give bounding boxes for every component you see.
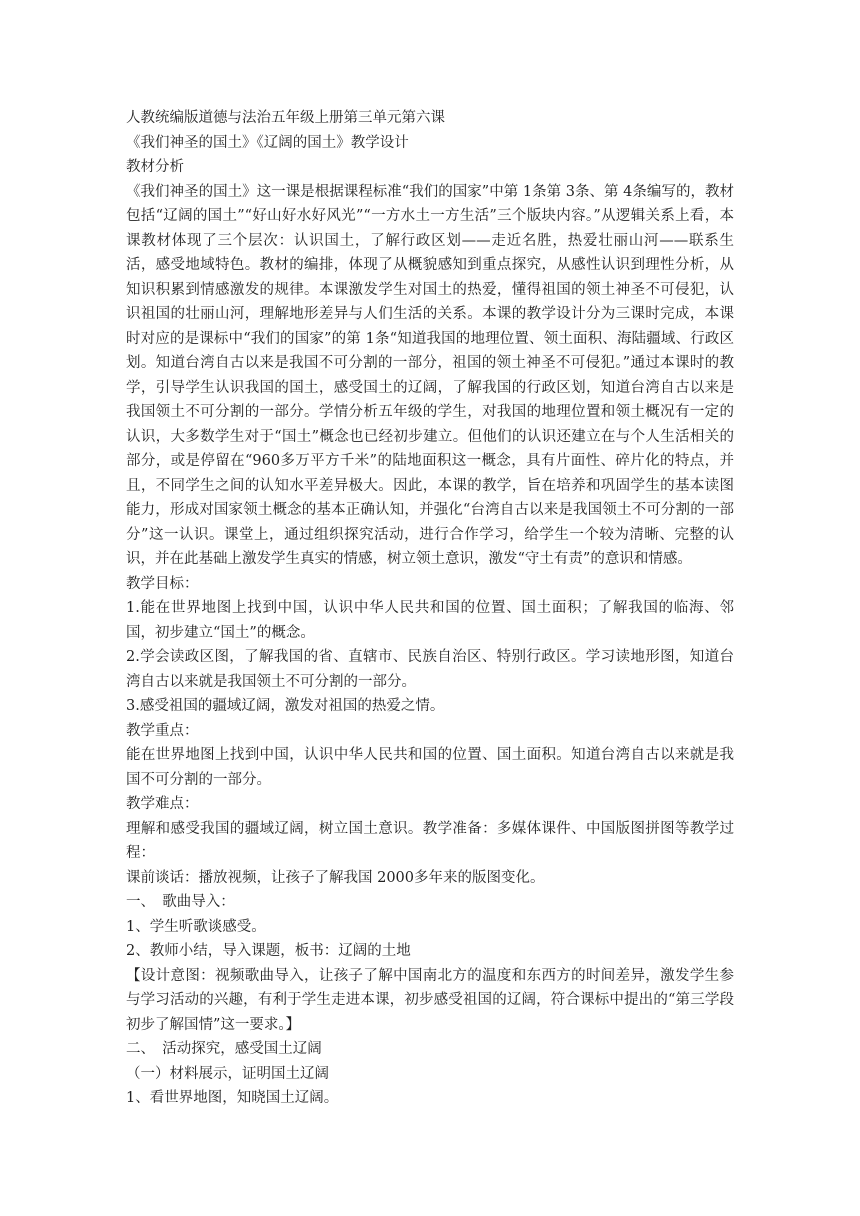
document-page (126, 106, 734, 1111)
key-points-paragraph: 能在世界地图上找到中国，认识中华人民共和国的位置、国土面积。知道台湾自古以来就是我国不可分割的一部分。 (126, 747, 734, 788)
section-heading-material: 教材分析 (126, 159, 184, 175)
design-intent-paragraph: 【设计意图：视频歌曲导入，让孩子了解中国南北方的温度和东西方的时间差异，激发学生参与学习活动的兴趣，有利于学生走进本课，初步感受祖国的辽阔，符合课标中提出的“第三学段初步了解国情”这一要求。】 (126, 967, 734, 1033)
pre-class-talk: 课前谈话：播放视频，让孩子了解我国 2000多年来的版图变化。 (126, 869, 545, 886)
section-heading-difficulties: 教学难点： (126, 796, 199, 812)
material-analysis-paragraph: 《我们神圣的国土》这一课是根据课程标准“我们的国家”中第 1条第 3条、第 4条编写的，教材包括“辽阔的国土”“好山好水好风光”“一方水土一方生活”三个版块内容。”从逻辑关系上看，本课教材体现了三个层次：认识国土，了解行政区划——走近名胜，热爱壮丽山河——联系生活，感受地域特色。教材的编排，体现了从概貌感知到重点探究，从感性认识到理性分析，从知识积累到情感激发的规律。本课激发学生对国土的热爱，懂得祖国的领土神圣不可侵犯，认识祖国的壮丽山河，理解地形差异与人们生活的关系。本课的教学设计分为三课时完成，本课时对应的是课标中“我们的国家”的第 1条“知道我国的地理位置、领土面积、海陆疆域、行政区划。知道台湾自古以来是我国不可分割的一部分，祖国的领土神圣不可侵犯。”通过本课时的教学，引导学生认识我国的国土，感受国土的辽阔，了解我国的行政区划，知道台湾自古以来是我国领土不可分割的一部分。学情分析五年级的学生，对我国的地理位置和领土概况有一定的认识，大多数学生对于“国土”概念也已经初步建立。但他们的认识还建立在与个人生活相关的部分，或是停留在“960多万平方千米”的陆地面积这一概念，具有片面性、碎片化的特点，并且，不同学生之间的认知水平差异极大。因此，本课的教学，旨在培养和巩固学生的基本读图能力，形成对国家领土概念的基本正确认知，并强化“台湾自古以来是我国领土不可分割的一部分”这一认识。课堂上，通过组织探究活动，进行合作学习，给学生一个较为清晰、完整的认识，并在此基础上激发学生真实的情感，树立领土意识，激发“守土有责”的意识和情感。 (126, 183, 734, 567)
section-heading-key-points: 教学重点： (126, 722, 199, 739)
goal-item-2: 2.学会读政区图，了解我国的省、直辖市、民族自治区、特别行政区。学习读地形图，知道台湾自古以来就是我国领土不可分割的一部分。 (126, 649, 734, 690)
difficulties-paragraph: 理解和感受我国的疆域辽阔，树立国土意识。教学准备：多媒体课件、中国版图拼图等教学过程： (126, 820, 734, 861)
step2-item-1: 1、看世界地图，知晓国土辽阔。 (126, 1090, 339, 1106)
step1-item-2: 2、教师小结，导入课题，板书：辽阔的土地 (126, 943, 411, 959)
document-title-line1: 人教统编版道德与法治五年级上册第三单元第六课 (126, 110, 445, 126)
step2-heading: 二、 活动探究，感受国土辽阔 (126, 1041, 322, 1057)
goal-item-1: 1.能在世界地图上找到中国，认识中华人民共和国的位置、国土面积；了解我国的临海、邻国，初步建立“国土”的概念。 (126, 600, 734, 641)
step2-subheading-1: （一）材料展示，证明国土辽阔 (126, 1065, 329, 1082)
goal-item-3: 3.感受祖国的疆域辽阔，激发对祖国的热爱之情。 (126, 698, 445, 714)
step1-heading: 一、 歌曲导入： (126, 894, 235, 910)
document-title-line2: 《我们神圣的国土》《辽阔的国土》教学设计 (126, 134, 409, 151)
step1-item-1: 1、学生听歌谈感受。 (126, 918, 266, 935)
section-heading-goals: 教学目标： (126, 575, 199, 592)
